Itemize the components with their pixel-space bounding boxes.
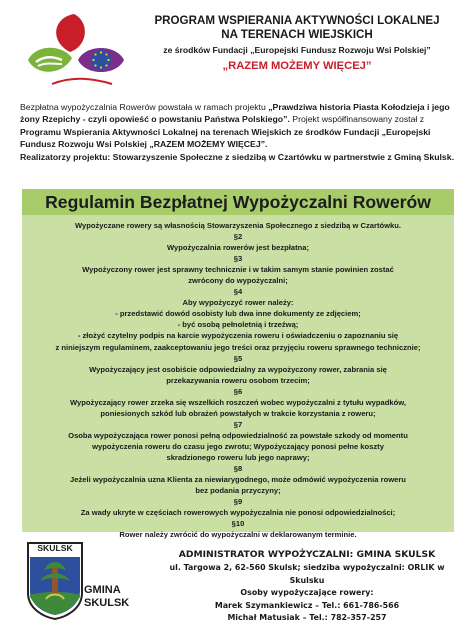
program-logo-icon xyxy=(22,8,130,92)
regulation-line: §10 xyxy=(231,519,245,529)
regulation-line: poniesionych szkód lub obrażeń powstałych w trakcie korzystania z roweru; xyxy=(100,408,376,418)
regulation-line: Wypożyczający jest osobiście odpowiedzialny za wypożyczony rower, zabrania się xyxy=(89,364,387,374)
administrator-title: ADMINISTRATOR WYPOŻYCZALNI: GMINA SKULSK xyxy=(178,549,436,560)
regulation-line: Wypożyczający rower zrzeka się wszelkich roszczeń wobec wypożyczalni z tytułu wypadków, xyxy=(70,397,406,407)
regulation-line: - przedstawić dowód osobisty lub dwa inne dokumenty ze zdjęciem; xyxy=(115,309,361,319)
regulation-line: §5 xyxy=(233,353,243,363)
regulation-line: Wypożyczalnia rowerów jest bezpłatna; xyxy=(166,243,310,253)
regulations-text xyxy=(24,220,452,540)
regulation-line: zwrócony do wypożyczalni; xyxy=(188,276,288,286)
program-name: Programu Wspierania Aktywności Lokalnej na terenach Wiejskich ze środków Fundacji „Europejski Fundusz Rozwoju Wsi Polskiej „RAZEM MOŻEMY WIĘCEJ”. xyxy=(20,126,431,150)
intro-paragraph xyxy=(20,101,458,163)
regulation-line: §4 xyxy=(233,287,243,297)
regulation-line: Osoba wypożyczająca rower ponosi pełną odpowiedzialność za powstałe szkody od momentu xyxy=(68,430,408,440)
contacts-label: Osoby wypożyczające rowery: xyxy=(240,588,374,598)
regulation-line: §2 xyxy=(233,232,243,242)
regulation-line: - być osobą pełnoletnią i trzeźwą; xyxy=(177,320,299,330)
regulation-line: bez podania przyczyny; xyxy=(195,486,281,496)
regulation-line: Wypożyczane rowery są własnością Stowarzyszenia Społecznego z siedzibą w Czartówku. xyxy=(74,221,402,230)
regulation-line: wypożyczenia roweru do czasu jego zwrotu; Wypożyczający ponosi pełne koszty xyxy=(92,441,384,451)
gmina-name xyxy=(84,584,129,610)
regulation-line: Wypożyczony rower jest sprawny technicznie i w takim samym stanie powinien zostać xyxy=(82,265,394,275)
regulations-title: Regulamin Bezpłatnej Wypożyczalni Rowerów xyxy=(45,192,431,212)
administrator-address: ul. Targowa 2, 62-560 Skulsk; siedziba wypożyczalni: ORLIK w Skulsku xyxy=(169,563,445,585)
administrator-info xyxy=(152,547,462,625)
regulation-line: skradzionego roweru lub jego naprawy; xyxy=(166,452,310,462)
project-implementers: Realizatorzy projektu: Stowarzyszenie Społeczne z siedzibą w Czartówku w partnerstwie z Gminą Skulsk. xyxy=(20,151,455,162)
gmina-line-1: GMINA xyxy=(84,584,121,596)
regulation-line: §3 xyxy=(233,254,243,264)
contact-2: Michał Matusiak – Tel.: 782-357-257 xyxy=(227,613,387,623)
regulation-line: Za wady ukryte w częściach rowerowych wypożyczalnia nie ponosi odpowiedzialności; xyxy=(80,508,396,518)
regulation-line: - złożyć czytelny podpis na karcie wypożyczenia roweru i oświadczeniu o zapoznaniu się xyxy=(77,331,399,341)
regulation-line: Aby wypożyczyć rower należy: xyxy=(182,298,294,308)
project-name: „Prawdziwa historia Piasta Kołodzieja i jego żony Rzepichy - czyli opowieść o powstaniu Państwa Polskiego”. xyxy=(20,102,450,125)
program-header xyxy=(134,14,460,74)
program-slogan: „RAZEM MOŻEMY WIĘCEJ” xyxy=(222,60,372,72)
regulation-line: §8 xyxy=(233,464,243,474)
regulation-line: Jeżeli wypożyczalnia uzna Klienta za niewiarygodnego, może odmówić wypożyczenia roweru xyxy=(70,475,406,485)
intro-text: Bezpłatna wypożyczalnia Rowerów powstała w ramach projektu xyxy=(20,102,269,112)
program-title: PROGRAM WSPIERANIA AKTYWNOŚCI LOKALNEJ xyxy=(154,14,440,27)
program-subtitle: ze środków Fundacji „Europejski Fundusz Rozwoju Wsi Polskiej” xyxy=(163,45,431,55)
regulations-title-band xyxy=(22,189,454,215)
regulation-line: §6 xyxy=(233,386,243,396)
gmina-line-2: SKULSK xyxy=(84,597,130,609)
contact-1: Marek Szymankiewicz – Tel.: 661-786-566 xyxy=(214,600,400,610)
regulation-line: §7 xyxy=(233,419,243,429)
regulation-line: przekazywania roweru osobom trzecim; xyxy=(166,375,310,385)
crest-label: SKULSK xyxy=(37,543,73,553)
program-title-line2: NA TERENACH WIEJSKICH xyxy=(221,28,373,41)
regulation-line: §9 xyxy=(233,497,243,507)
intro-text-2: Projekt współfinansowany został z xyxy=(289,114,425,125)
regulation-line: Rower należy zwrócić do wypożyczalni w deklarowanym terminie. xyxy=(119,530,357,540)
regulation-line: z niniejszym regulaminem, zaakceptowaniu jego treści oraz przyjęciu roweru sprawnego technicznie; xyxy=(55,342,421,352)
